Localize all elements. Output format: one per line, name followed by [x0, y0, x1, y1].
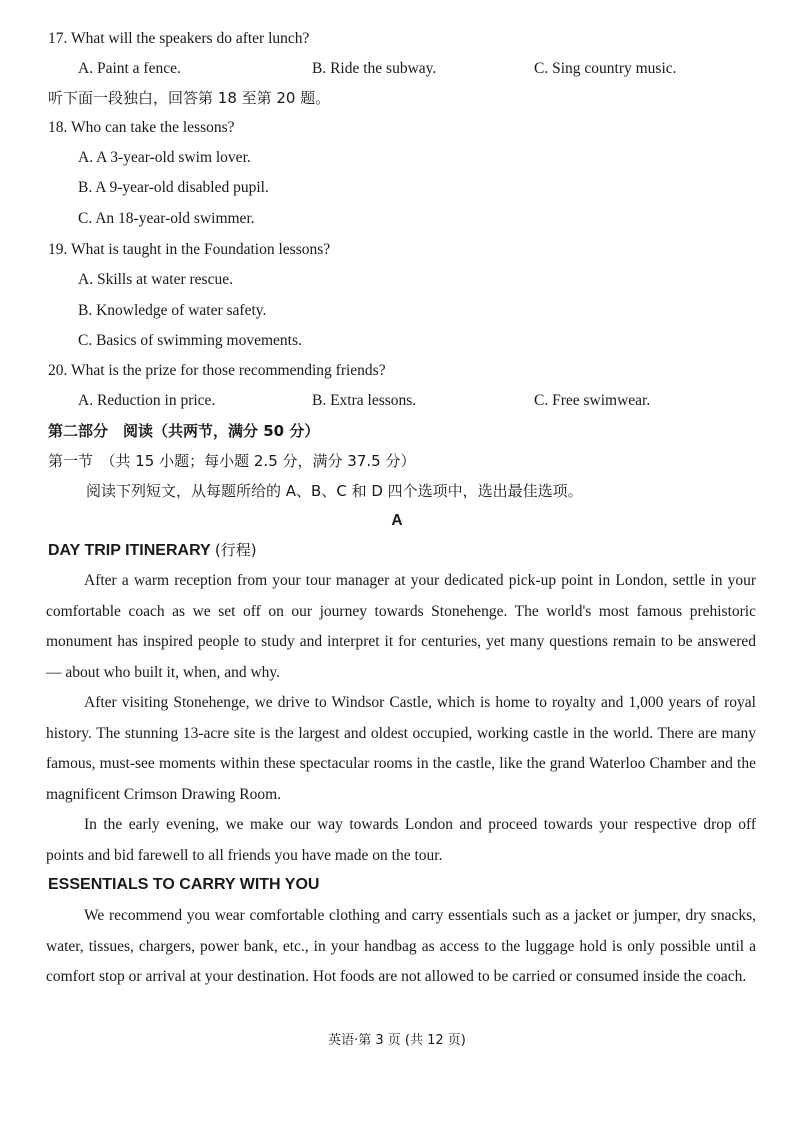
q18-option-b: B. A 9-year-old disabled pupil. — [78, 179, 269, 196]
q19-stem: 19. What is taught in the Foundation lessons? — [48, 241, 331, 258]
q17-option-c: C. Sing country music. — [534, 60, 677, 77]
q17-option-b: B. Ride the subway. — [312, 60, 437, 77]
q17-stem: 17. What will the speakers do after lunch? — [48, 30, 310, 47]
paragraph-2: After visiting Stonehenge, we drive to Windsor Castle, which is home to royalty and 1,000 years of royal history. The stunning 13-acre site is the largest and oldest occupied, working castle in the world. There are many famous, must-see moments within these spectacular rooms in the castle, like the grand Waterloo Chamber and the magnificent Crimson Drawing Room. — [46, 694, 756, 804]
part-title: 第二部分 阅读（共两节，满分 50 分） — [48, 422, 320, 440]
q19-option-b: B. Knowledge of water safety. — [78, 302, 267, 319]
passage-label: A — [391, 512, 403, 529]
paragraph-4: We recommend you wear comfortable clothing and carry essentials such as a jacket or jumper, dry snacks, water, tissues, chargers, power bank, etc., in your handbag as access to the luggage hold is only possible until a comfort stop or arrival at your destination. Hot foods are not allowed to be carried or consumed inside the coach. — [46, 907, 756, 986]
itinerary-heading-cn: (行程) — [214, 541, 257, 559]
q19-option-a: A. Skills at water rescue. — [78, 271, 233, 288]
listening-instruction: 听下面一段独白，回答第 18 至第 20 题。 — [48, 89, 331, 107]
q18-stem: 18. Who can take the lessons? — [48, 119, 235, 136]
page-footer: 英语·第 3 页 (共 12 页) — [328, 1033, 466, 1048]
q20-option-a: A. Reduction in price. — [78, 392, 216, 409]
q20-stem: 20. What is the prize for those recommending friends? — [48, 362, 386, 379]
q19-option-c: C. Basics of swimming movements. — [78, 332, 302, 349]
itinerary-heading — [48, 540, 257, 561]
q20-option-c: C. Free swimwear. — [534, 392, 651, 409]
q18-option-a: A. A 3-year-old swim lover. — [78, 149, 251, 166]
paragraph-3: In the early evening, we make our way towards London and proceed towards your respective drop off points and bid farewell to all friends you have made on the tour. — [46, 816, 756, 864]
q20-option-b: B. Extra lessons. — [312, 392, 417, 409]
q18-option-c: C. An 18-year-old swimmer. — [78, 210, 255, 227]
q17-option-a: A. Paint a fence. — [78, 60, 181, 77]
section-subtitle: 第一节 （共 15 小题；每小题 2.5 分，满分 37.5 分） — [48, 452, 416, 470]
paragraph-1: After a warm reception from your tour manager at your dedicated pick-up point in London, settle in your comfortable coach as we set off on our journey towards Stonehenge. The world's most famous prehistoric monument has inspired people to study and interpret it for centuries, yet many questions remain to be answered — about who built it, when, and why. — [46, 572, 756, 682]
itinerary-heading-text: DAY TRIP ITINERARY — [48, 542, 211, 559]
essentials-heading: ESSENTIALS TO CARRY WITH YOU — [48, 876, 320, 893]
reading-instruction: 阅读下列短文，从每题所给的 A、B、C 和 D 四个选项中，选出最佳选项。 — [86, 482, 583, 500]
